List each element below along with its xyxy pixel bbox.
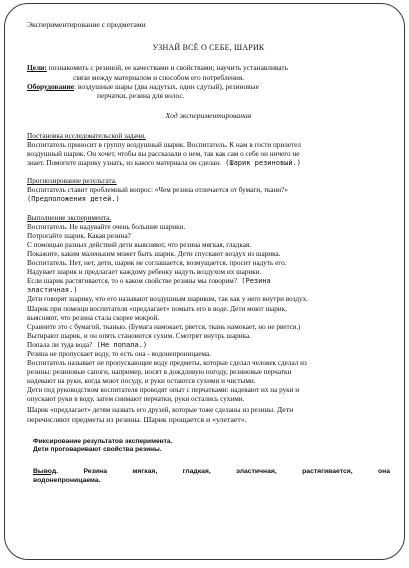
experiment-line bbox=[27, 405, 390, 415]
experiment-text: Дети bbox=[274, 404, 294, 414]
problem-text: знает. Помогите шарику узнать, из какого материала он сделан. bbox=[27, 159, 221, 168]
experiment-line: Покажите, каким маленьким может быть шарик. Дети спускают воздух из шарика. bbox=[27, 249, 281, 258]
goal-text-line1: познакомить с резиной, ее качествами и свойствами; научить устанавливать bbox=[46, 63, 288, 73]
forecast-line: Воспитатель ставит проблемный вопрос: «Чем резина отличается от бумаги, ткани?» bbox=[27, 186, 288, 195]
experiment-line: Шарик при помощи воспитателя «предлагает» помыть его в воде. Дети моют шарик, bbox=[27, 304, 287, 313]
course-title: Ход экспериментирования bbox=[165, 110, 252, 120]
problem-note: (Шарик резиновый.) bbox=[220, 159, 302, 168]
equipment-text-line1: : воздушные шары (два надутых, один сдутый), резиновые bbox=[74, 82, 259, 91]
experiment-note: (Не попала.) bbox=[92, 340, 148, 349]
problem-line bbox=[27, 159, 390, 168]
experiment-line: С помощью разных действий дети выясняют, что резина мягкая, гладкая. bbox=[27, 240, 251, 249]
experiment-line: Воспитатель. Не надувайте очень большие шарики. bbox=[27, 222, 186, 231]
experiment-line: Дети говорят шарику, что его называют воздушным шариком, так как у него внутри воздух. bbox=[27, 295, 309, 304]
equipment-text-line2: перчатки, резина для волос. bbox=[97, 91, 185, 101]
conclusion-text-line2: водонепроницаема. bbox=[33, 476, 101, 484]
equipment-label: Оборудование bbox=[27, 82, 75, 91]
experiment-line: резины: резиновые сапоги, например, носят в дождливую погоду, резиновые перчатки bbox=[27, 368, 292, 377]
experiment-line bbox=[27, 341, 390, 350]
goal-paragraph bbox=[27, 63, 390, 82]
experiment-text: Шарик «предлагает» детям назвать его друзей, которые тоже сделаны из резины. bbox=[27, 405, 275, 414]
experiment-line: Вытирают шарик, и он опять становится сухим. Смотрят внутрь шарика. bbox=[27, 331, 251, 340]
goal-label: Цели: bbox=[27, 63, 47, 73]
fixation-title: Фиксирование результатов эксперимента. bbox=[33, 437, 173, 445]
experiment-line: Резина не пропускает воду, то есть она - водонепроницаема. bbox=[27, 349, 212, 358]
experiment-section-title: Выполнение эксперимента. bbox=[27, 213, 112, 222]
experiment-line bbox=[27, 277, 390, 286]
document-page bbox=[4, 3, 405, 560]
experiment-note: эластичная.) bbox=[27, 286, 78, 295]
experiment-line: надевают на руки, когда моют посуду, и руки остаются сухими и чистыми. bbox=[27, 377, 256, 386]
experiment-line: Дети под руководством воспитателя проводят опыт с перчатками: надевают их на руки и bbox=[27, 386, 300, 395]
experiment-line: опускают руки в воду, затем снимают перчатки, руки остались сухими. bbox=[27, 395, 245, 404]
document-title: УЗНАЙ ВСЁ О СЕБЕ, ШАРИК bbox=[152, 43, 265, 53]
experiment-line: Воспитатель называет не пропускающие воду предметы, которые сделал человек сделал из bbox=[27, 359, 307, 368]
experiment-line: Потрогайте шарик. Какая резина? bbox=[27, 231, 131, 240]
problem-line: воздушный шарик. Он хочет, чтобы вы рассказали о нем, так как сам о себе он ничего не bbox=[27, 150, 300, 159]
problem-section-title: Постановка исследовательской задачи. bbox=[27, 131, 146, 140]
experiment-line: Сравните это с бумагой, тканью. (Бумага намокает, рвется, ткань намокает, но не рвется.) bbox=[27, 322, 301, 331]
experiment-text: Попала ли туда вода? bbox=[27, 340, 93, 349]
conclusion-text: . Резина мягкая, гладкая, эластичная, растягивается, она bbox=[56, 467, 390, 475]
page-title: Экспериментирование с предметами bbox=[27, 20, 146, 29]
fixation-text: Дети проговаривают свойства резины. bbox=[33, 446, 162, 454]
experiment-line: Надувает шарик и предлагает каждому ребенку надуть воздухом их шарики. bbox=[27, 268, 262, 277]
fixation-block bbox=[33, 438, 390, 455]
forecast-note: (Предположения детей.) bbox=[27, 195, 120, 204]
experiment-line: перечисляют предметы из резины. Шарик прощается и «улетает». bbox=[27, 414, 247, 424]
experiment-line: Воспитатель. Нет, нет, дети, шарик не соглашается, возмущается, просит надуть его. bbox=[27, 259, 287, 268]
experiment-line: выясняют, что резина стала скорее мокрой. bbox=[27, 313, 160, 322]
experiment-text: Если шарик растягивается, то о каком свойстве резины мы говорим? bbox=[27, 277, 238, 286]
conclusion-paragraph bbox=[33, 467, 390, 476]
equipment-paragraph bbox=[27, 82, 390, 101]
conclusion-label: Вывод bbox=[33, 467, 57, 475]
problem-line: Воспитатель приносит в группу воздушный шарик. Воспитатель. К нам в гости прилетел bbox=[27, 141, 302, 149]
goal-text-line2: связи между материалом и способом его потребления. bbox=[73, 72, 245, 82]
forecast-section-title: Прогнозирование результата. bbox=[27, 177, 117, 186]
experiment-note: (Резина bbox=[237, 277, 271, 286]
